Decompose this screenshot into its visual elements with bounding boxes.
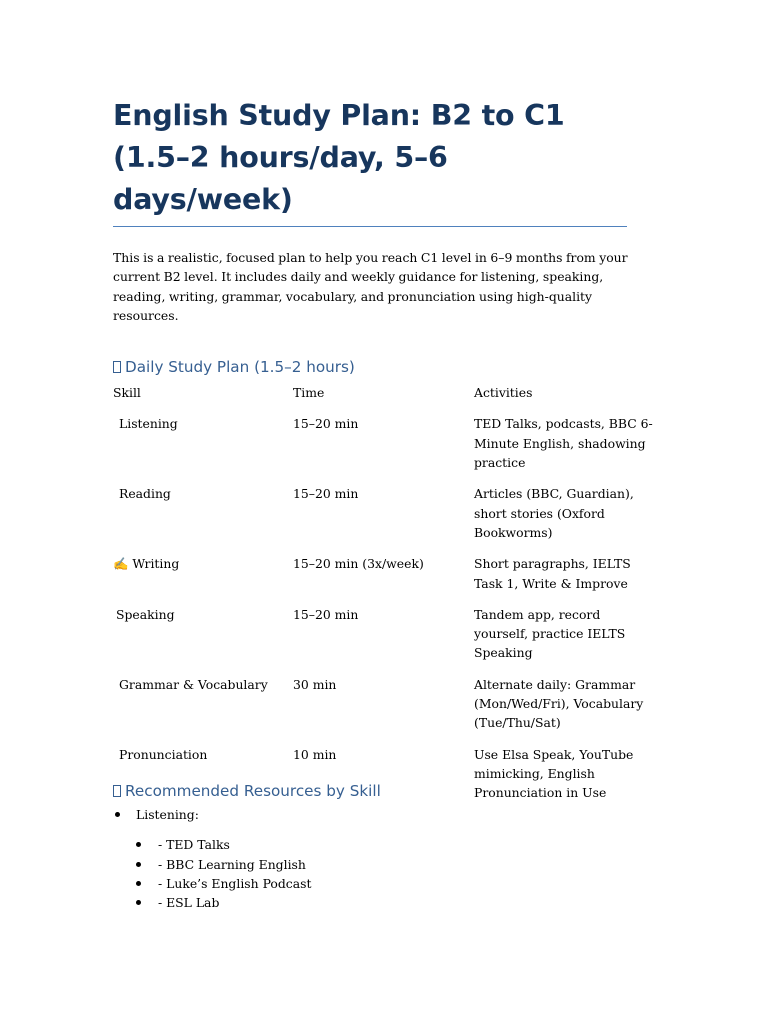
list-item	[113, 805, 311, 912]
row-skill: Listening	[119, 416, 178, 432]
row-time: 10 min	[293, 746, 337, 762]
missing-glyph-icon	[113, 361, 121, 373]
resources-list	[113, 805, 311, 912]
resource-sublist	[136, 835, 311, 912]
list-item: - Luke’s English Podcast	[136, 874, 311, 893]
daily-plan-table	[113, 383, 658, 814]
list-item: - TED Talks	[136, 835, 311, 854]
row-time: 30 min	[293, 676, 337, 692]
row-time: 15–20 min	[293, 416, 359, 432]
table-row	[113, 414, 658, 484]
row-skill: Speaking	[116, 606, 175, 622]
document-title: English Study Plan: B2 to C1 (1.5–2 hours/day, 5–6 days/week)	[113, 95, 627, 227]
header-skill: Skill	[113, 385, 141, 401]
row-activities: Use Elsa Speak, YouTube mimicking, English Pronunciation in Use	[474, 746, 634, 801]
resources-heading-text: Recommended Resources by Skill	[125, 782, 381, 800]
row-time: 15–20 min (3x/week)	[293, 556, 424, 572]
row-activities: Tandem app, record yourself, practice IELTS Speaking	[474, 606, 626, 661]
row-activities: Articles (BBC, Guardian), short stories (Oxford Bookworms)	[474, 486, 634, 540]
daily-plan-heading	[113, 357, 655, 377]
daily-plan-heading-text: Daily Study Plan (1.5–2 hours)	[125, 358, 355, 377]
row-activities: TED Talks, podcasts, BBC 6-Minute English, shadowing practice	[474, 416, 653, 471]
table-row	[113, 484, 658, 554]
row-activities: Alternate daily: Grammar (Mon/Wed/Fri), Vocabulary (Tue/Thu/Sat)	[474, 676, 644, 731]
row-time: 15–20 min	[293, 606, 359, 622]
resources-heading	[113, 781, 381, 801]
header-activities: Activities	[474, 385, 533, 401]
row-skill: ✍ Writing	[113, 556, 180, 572]
row-activities: Short paragraphs, IELTS Task 1, Write & Improve	[474, 556, 631, 591]
list-item: - ESL Lab	[136, 893, 311, 912]
table-row	[113, 554, 658, 605]
resource-category-label: Listening:	[136, 807, 199, 822]
list-item: - BBC Learning English	[136, 855, 311, 874]
missing-glyph-icon	[113, 785, 121, 797]
table-row	[113, 605, 658, 675]
header-time: Time	[293, 385, 325, 401]
row-skill: Pronunciation	[119, 746, 208, 762]
table-header-row	[113, 383, 658, 414]
intro-paragraph: This is a realistic, focused plan to help you reach C1 level in 6–9 months from your current B2 level. It includes daily and weekly guidance for listening, speaking, reading, writing, grammar, vocabulary, and pronunciation using high-quality resources.	[113, 250, 628, 323]
row-time: 15–20 min	[293, 486, 359, 502]
table-row	[113, 675, 658, 745]
row-skill: Grammar & Vocabulary	[119, 676, 268, 692]
row-skill: Reading	[119, 486, 171, 502]
